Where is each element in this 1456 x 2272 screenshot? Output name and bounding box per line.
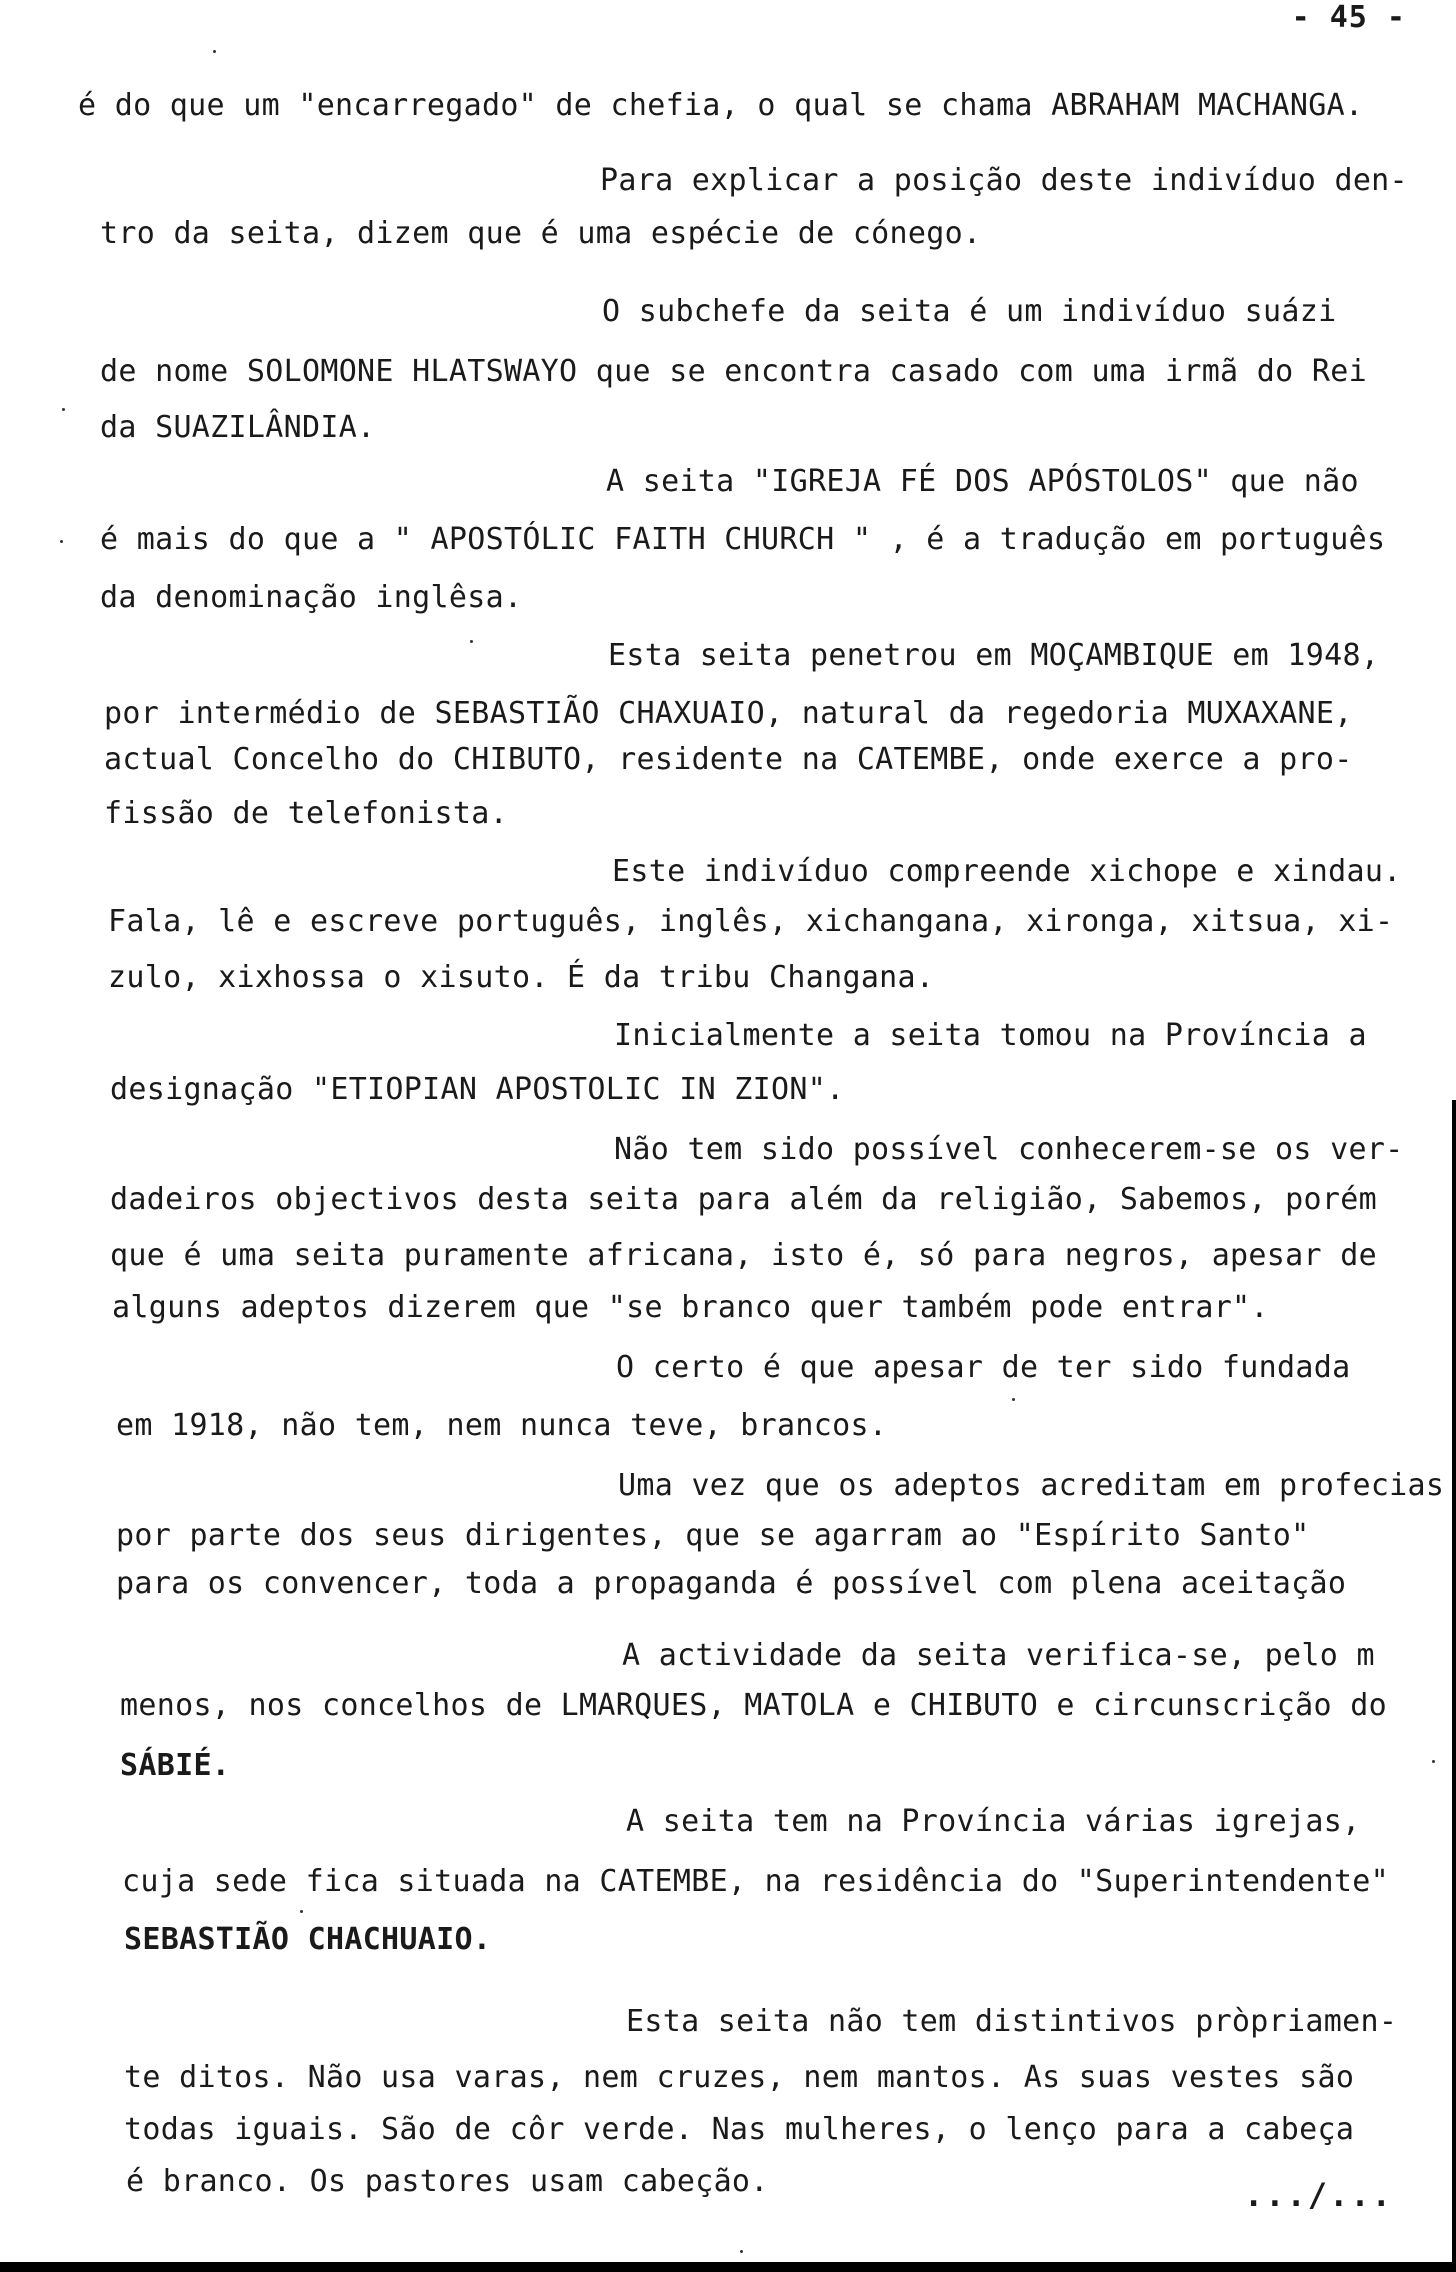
text-line: Esta seita penetrou em MOÇAMBIQUE em 1948, xyxy=(608,638,1380,673)
text-line: é do que um "encarregado" de chefia, o qual se chama ABRAHAM MACHANGA. xyxy=(78,88,1364,123)
scan-speck xyxy=(62,408,65,411)
text-line: designação "ETIOPIAN APOSTOLIC IN ZION". xyxy=(110,1072,845,1107)
text-line: Fala, lê e escreve português, inglês, xichangana, xironga, xitsua, xi- xyxy=(108,904,1394,939)
scan-edge-right xyxy=(1452,1100,1456,2272)
text-line: da denominação inglêsa. xyxy=(100,580,523,615)
scan-speck xyxy=(213,50,216,53)
scan-speck xyxy=(60,540,63,543)
continuation-mark: .../... xyxy=(1244,2176,1393,2214)
text-line: em 1918, não tem, nem nunca teve, brancos. xyxy=(116,1408,888,1443)
text-line: é mais do que a " APOSTÓLIC FAITH CHURCH " , é a tradução em português xyxy=(100,522,1386,557)
text-line: de nome SOLOMONE HLATSWAYO que se encontra casado com uma irmã do Rei xyxy=(100,354,1367,389)
text-line: A seita tem na Província várias igrejas, xyxy=(626,1804,1361,1839)
text-line: Inicialmente a seita tomou na Província a xyxy=(614,1018,1367,1053)
text-line: Esta seita não tem distintivos pròpriamen- xyxy=(626,2004,1398,2039)
scan-speck xyxy=(1012,1398,1015,1401)
scan-speck xyxy=(740,2250,743,2253)
text-line: que é uma seita puramente africana, isto é, só para negros, apesar de xyxy=(110,1238,1377,1273)
scan-speck xyxy=(1432,1760,1435,1763)
text-line: SEBASTIÃO CHACHUAIO. xyxy=(124,1922,492,1957)
text-line: Para explicar a posição deste indivíduo den- xyxy=(600,163,1408,198)
text-line: fissão de telefonista. xyxy=(104,796,508,831)
text-line: O certo é que apesar de ter sido fundada xyxy=(616,1350,1351,1385)
text-line: da SUAZILÂNDIA. xyxy=(100,410,376,445)
text-line: te ditos. Não usa varas, nem cruzes, nem mantos. As suas vestes são xyxy=(124,2060,1355,2095)
text-line: por parte dos seus dirigentes, que se agarram ao "Espírito Santo" xyxy=(116,1518,1310,1553)
text-line: alguns adeptos dizerem que "se branco quer também pode entrar". xyxy=(112,1290,1269,1325)
text-line: tro da seita, dizem que é uma espécie de cónego. xyxy=(100,216,982,251)
text-line: Uma vez que os adeptos acreditam em profecias xyxy=(618,1468,1445,1503)
text-line: SÁBIÉ. xyxy=(120,1748,231,1783)
text-line: cuja sede fica situada na CATEMBE, na residência do "Superintendente" xyxy=(122,1864,1389,1899)
text-line: zulo, xixhossa o xisuto. É da tribu Changana. xyxy=(108,960,935,995)
text-line: A seita "IGREJA FÉ DOS APÓSTOLOS" que não xyxy=(606,464,1359,499)
text-line: Não tem sido possível conhecerem-se os ver- xyxy=(614,1132,1404,1167)
text-line: todas iguais. São de côr verde. Nas mulheres, o lenço para a cabeça xyxy=(124,2112,1355,2147)
scan-speck xyxy=(300,1910,303,1913)
text-line: A actividade da seita verifica-se, pelo m xyxy=(622,1638,1375,1673)
text-line: por intermédio de SEBASTIÃO CHAXUAIO, natural da regedoria MUXAXANE, xyxy=(104,696,1353,731)
text-line: O subchefe da seita é um indivíduo suázi xyxy=(602,294,1337,329)
text-line: actual Concelho do CHIBUTO, residente na CATEMBE, onde exerce a pro- xyxy=(104,742,1353,777)
scan-speck xyxy=(470,640,473,643)
text-line: menos, nos concelhos de LMARQUES, MATOLA e CHIBUTO e circunscrição do xyxy=(120,1688,1387,1723)
text-line: dadeiros objectivos desta seita para além da religião, Sabemos, porém xyxy=(110,1182,1377,1217)
text-line: para os convencer, toda a propaganda é possível com plena aceitação xyxy=(116,1566,1347,1601)
text-line: Este indivíduo compreende xichope e xindau. xyxy=(612,854,1402,889)
text-line: é branco. Os pastores usam cabeção. xyxy=(126,2164,769,2199)
scan-edge-bottom xyxy=(0,2262,1456,2272)
page-number: - 45 - xyxy=(1291,0,1406,35)
